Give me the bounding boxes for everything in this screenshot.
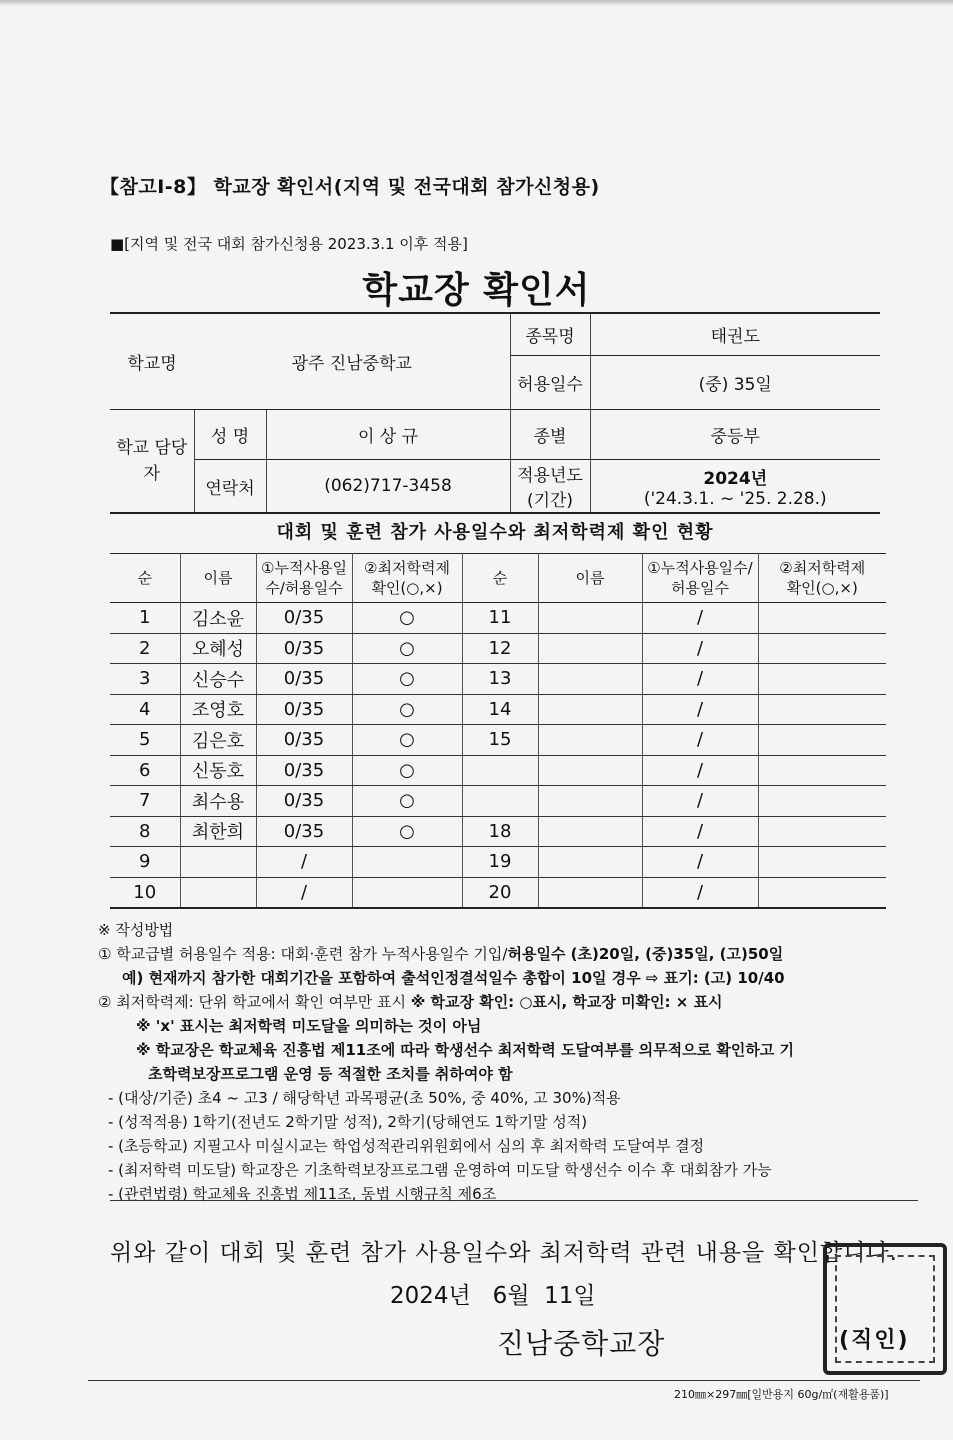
row-check: ○ <box>352 694 462 725</box>
footer-divider <box>88 1380 920 1381</box>
row-days: / <box>256 877 352 908</box>
row-no: 11 <box>462 603 538 634</box>
row-check: ○ <box>352 816 462 847</box>
contact-value: (062)717-3458 <box>266 459 510 513</box>
col-days-right-line1: ①누적사용일수/ <box>647 559 753 577</box>
row-days: 0/35 <box>256 755 352 786</box>
manager-label: 학교 담당자 <box>110 409 194 513</box>
table-row <box>110 725 886 756</box>
apply-note: ■[지역 및 전국 대회 참가신청용 2023.3.1 이후 적용] <box>110 235 468 253</box>
row-name <box>538 786 642 817</box>
name-value: 이 상 규 <box>266 409 510 459</box>
school-value: 광주 진남중학교 <box>194 313 510 409</box>
row-check <box>758 755 886 786</box>
row-days: 0/35 <box>256 633 352 664</box>
col-academic-left <box>352 554 462 603</box>
col-academic-right-line2: 확인(○,×) <box>786 579 858 597</box>
school-info-table <box>110 312 880 514</box>
col-name-right: 이름 <box>538 554 642 603</box>
instruction-1 <box>98 942 928 966</box>
row-name: 조영호 <box>180 694 256 725</box>
row-check <box>758 694 886 725</box>
row-days: / <box>642 664 758 695</box>
row-name <box>538 847 642 878</box>
row-name <box>538 664 642 695</box>
paper-spec: 210㎜×297㎜[일반용지 60g/㎡(재활용품)] <box>674 1388 889 1401</box>
row-no: 20 <box>462 877 538 908</box>
instructions <box>98 918 928 1206</box>
row-name: 오혜성 <box>180 633 256 664</box>
row-no: 12 <box>462 633 538 664</box>
row-no <box>462 755 538 786</box>
row-check <box>758 725 886 756</box>
col-days-left-line2: 수/허용일수 <box>265 579 343 597</box>
row-check <box>758 847 886 878</box>
instruction-4-cont: 초학력보장프로그램 운영 등 적절한 조치를 취하여야 함 <box>148 1065 513 1083</box>
instruction-1-example: 예) 현재까지 참가한 대회기간을 포함하여 출석인정결석일수 총합이 10일 경우 ⇨ 표기: (고) 10/40 <box>122 969 785 987</box>
col-academic-right <box>758 554 886 603</box>
row-days: 0/35 <box>256 664 352 695</box>
row-days: / <box>642 877 758 908</box>
issue-date: 2024년 6월 11일 <box>390 1283 596 1309</box>
row-days: 0/35 <box>256 786 352 817</box>
col-no-left: 순 <box>110 554 180 603</box>
row-check: ○ <box>352 664 462 695</box>
year-label-line1: 적용년도 <box>517 466 583 486</box>
divider <box>110 1200 918 1201</box>
row-no <box>462 786 538 817</box>
row-name: 신승수 <box>180 664 256 695</box>
row-name <box>538 633 642 664</box>
row-name: 신동호 <box>180 755 256 786</box>
row-days: / <box>642 847 758 878</box>
instruction-4: ※ 학교장은 학교체육 진흥법 제11조에 따라 학생선수 최저학력 도달여부를 의무적으로 확인하고 기 <box>136 1041 795 1059</box>
contact-label: 연락처 <box>194 459 266 513</box>
detail-1: - (대상/기준) 초4 ~ 고3 / 해당학년 과목평균(초 50%, 중 40%, 고 30%)적용 <box>108 1089 621 1107</box>
col-no-right: 순 <box>462 554 538 603</box>
allowed-days-label: 허용일수 <box>510 355 590 409</box>
seal-text: (직인) <box>839 1328 910 1353</box>
row-no: 3 <box>110 664 180 695</box>
col-days-right <box>642 554 758 603</box>
row-no: 15 <box>462 725 538 756</box>
row-name <box>538 725 642 756</box>
year-label <box>510 459 590 513</box>
table-row <box>110 694 886 725</box>
name-label: 성 명 <box>194 409 266 459</box>
instruction-2-emphasis: ※ 학교장 확인: ○표시, 학교장 미확인: × 표시 <box>410 993 723 1011</box>
row-check <box>758 877 886 908</box>
document-title: 학교장 확인서 <box>362 270 591 311</box>
table-row <box>110 786 886 817</box>
sport-value: 태권도 <box>590 313 880 355</box>
row-days: / <box>642 603 758 634</box>
row-days: 0/35 <box>256 694 352 725</box>
row-check: ○ <box>352 725 462 756</box>
row-name: 김소윤 <box>180 603 256 634</box>
table-row <box>110 847 886 878</box>
row-name <box>538 694 642 725</box>
row-check <box>352 847 462 878</box>
roster-table <box>110 553 886 909</box>
row-no: 10 <box>110 877 180 908</box>
row-name <box>538 816 642 847</box>
row-check <box>758 603 886 634</box>
row-check <box>758 786 886 817</box>
sport-label: 종목명 <box>510 313 590 355</box>
year-cell <box>590 459 880 513</box>
row-no: 19 <box>462 847 538 878</box>
row-days: 0/35 <box>256 725 352 756</box>
row-name: 김은호 <box>180 725 256 756</box>
row-no: 5 <box>110 725 180 756</box>
col-days-left-line1: ①누적사용일 <box>261 559 347 577</box>
table-row <box>110 755 886 786</box>
year-value: 2024년 <box>703 468 768 489</box>
official-seal <box>823 1243 947 1375</box>
row-name <box>538 877 642 908</box>
row-check: ○ <box>352 603 462 634</box>
row-no: 8 <box>110 816 180 847</box>
row-days: / <box>642 633 758 664</box>
col-academic-left-line1: ②최저학력제 <box>364 559 450 577</box>
row-days: 0/35 <box>256 603 352 634</box>
allowed-days-value: (중) 35일 <box>590 355 880 409</box>
row-check <box>758 664 886 695</box>
category-label: 종별 <box>510 409 590 459</box>
detail-4: - (최저학력 미도달) 학교장은 기초학력보장프로그램 운영하여 미도달 학생선수 이수 후 대회참가 가능 <box>108 1161 772 1179</box>
row-check: ○ <box>352 786 462 817</box>
row-name: 최한희 <box>180 816 256 847</box>
detail-2: - (성적적용) 1학기(전년도 2학기말 성적), 2학기(당해연도 1학기말 성적) <box>108 1113 588 1131</box>
row-days: 0/35 <box>256 816 352 847</box>
row-name <box>538 603 642 634</box>
col-academic-right-line1: ②최저학력제 <box>779 559 866 577</box>
detail-5: - (관련법령) 학교체육 진흥법 제11조, 동법 시행규칙 제6조 <box>108 1185 497 1203</box>
row-name: 최수용 <box>180 786 256 817</box>
row-check <box>352 877 462 908</box>
reference-title: 【참고Ⅰ-8】 학교장 확인서(지역 및 전국대회 참가신청용) <box>100 176 600 198</box>
detail-3: - (초등학교) 지필고사 미실시교는 학업성적관리위원회에서 심의 후 최저학력 도달여부 결정 <box>108 1137 705 1155</box>
row-name <box>180 877 256 908</box>
confirmation-statement: 위와 같이 대회 및 훈련 참가 사용일수와 최저학력 관련 내용을 확인합니다. <box>110 1240 898 1266</box>
row-no: 7 <box>110 786 180 817</box>
row-no: 6 <box>110 755 180 786</box>
row-name <box>180 847 256 878</box>
scan-top-edge <box>0 0 953 6</box>
col-days-left <box>256 554 352 603</box>
principal-title: 진남중학교장 <box>497 1327 666 1360</box>
table-row <box>110 664 886 695</box>
row-no: 13 <box>462 664 538 695</box>
category-value: 중등부 <box>590 409 880 459</box>
row-no: 9 <box>110 847 180 878</box>
row-no: 4 <box>110 694 180 725</box>
row-days: / <box>642 694 758 725</box>
instruction-2 <box>98 990 928 1014</box>
row-days: / <box>642 755 758 786</box>
row-no: 1 <box>110 603 180 634</box>
instruction-1-emphasis: 허용일수 (초)20일, (중)35일, (고)50일 <box>507 945 784 963</box>
instructions-title: ※ 작성방법 <box>98 921 174 939</box>
instruction-2-text: ② 최저학력제: 단위 학교에서 확인 여부만 표시 <box>98 993 411 1011</box>
instruction-1-text: ① 학교급별 허용일수 적용: 대회·훈련 참가 누적사용일수 기입/ <box>98 945 508 963</box>
period-value: ('24.3.1. ~ '25. 2.28.) <box>643 488 827 509</box>
row-no: 14 <box>462 694 538 725</box>
row-days: / <box>642 786 758 817</box>
row-check <box>758 633 886 664</box>
table-row <box>110 603 886 634</box>
instruction-3: ※ 'x' 표시는 최저학력 미도달을 의미하는 것이 아님 <box>136 1017 482 1035</box>
row-check <box>758 816 886 847</box>
year-label-line2: (기간) <box>526 491 574 511</box>
roster-heading: 대회 및 훈련 참가 사용일수와 최저학력제 확인 현황 <box>110 512 880 544</box>
row-days: / <box>256 847 352 878</box>
col-days-right-line2: 허용일수 <box>671 579 729 597</box>
table-row <box>110 816 886 847</box>
row-days: / <box>642 816 758 847</box>
table-row <box>110 877 886 908</box>
row-check: ○ <box>352 755 462 786</box>
col-academic-left-line2: 확인(○,×) <box>371 579 443 597</box>
table-row <box>110 633 886 664</box>
row-days: / <box>642 725 758 756</box>
row-no: 18 <box>462 816 538 847</box>
school-label: 학교명 <box>110 313 194 409</box>
row-check: ○ <box>352 633 462 664</box>
row-no: 2 <box>110 633 180 664</box>
row-name <box>538 755 642 786</box>
col-name-left: 이름 <box>180 554 256 603</box>
